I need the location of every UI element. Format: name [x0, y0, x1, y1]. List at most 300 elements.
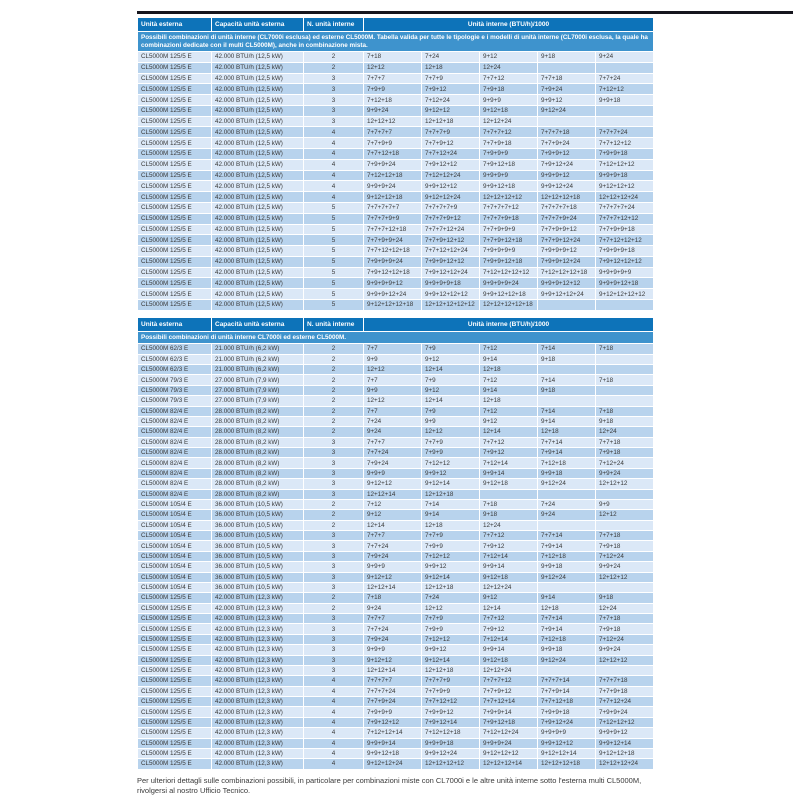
combo-cell: [538, 365, 596, 375]
combo-cell: 7+12+12+18: [364, 170, 422, 181]
combo-cell: 7+7+12: [480, 531, 538, 541]
n-units-cell: 3: [304, 73, 364, 84]
external-unit-cell: CL5000M 125/5 E: [138, 748, 212, 758]
table-row: [138, 634, 654, 644]
external-unit-cell: CL5000M 82/4 E: [138, 479, 212, 489]
external-unit-cell: CL5000M 82/4 E: [138, 489, 212, 499]
combo-cell: 9+9: [364, 385, 422, 395]
combo-cell: 12+12+12+12: [480, 192, 538, 203]
combo-cell: 7+7+12: [480, 614, 538, 624]
combo-cell: 7+7+9+9+9: [480, 224, 538, 235]
combo-cell: 7+7+9+12+18: [480, 235, 538, 246]
combo-cell: 9+12+18: [480, 479, 538, 489]
combo-cell: 7+9+12: [422, 84, 480, 95]
capacity-cell: 42.000 BTU/h (12,3 kW): [212, 614, 304, 624]
combo-cell: [538, 299, 596, 310]
combo-cell: 9+9+9+24: [364, 181, 422, 192]
combo-cell: 7+7+7: [364, 437, 422, 447]
combinations-table-1: [137, 17, 654, 311]
combo-cell: 12+12+14: [364, 665, 422, 675]
n-units-cell: 3: [304, 437, 364, 447]
combo-cell: 7+7+24: [364, 541, 422, 551]
combo-cell: 7+14: [538, 406, 596, 416]
n-units-cell: 2: [304, 396, 364, 406]
combo-cell: 7+7+12+12+18: [364, 246, 422, 257]
capacity-cell: 36.000 BTU/h (10,5 kW): [212, 551, 304, 561]
table-row: [138, 73, 654, 84]
combo-cell: 7+12+18: [538, 458, 596, 468]
combo-cell: 9+9+12+24: [538, 181, 596, 192]
combo-cell: 7+7+7+7+7: [364, 202, 422, 213]
n-units-cell: 3: [304, 572, 364, 582]
external-unit-cell: CL5000M 125/5 E: [138, 213, 212, 224]
combo-cell: 7+7+7+12: [480, 676, 538, 686]
combo-cell: 7+7+7+9+24: [538, 213, 596, 224]
combo-cell: 9+14: [538, 416, 596, 426]
combo-cell: 7+14: [538, 375, 596, 385]
combo-cell: 7+9+12+24: [538, 717, 596, 727]
combo-cell: 12+12+12: [596, 655, 654, 665]
external-unit-cell: CL5000M 125/5 E: [138, 170, 212, 181]
table-row: [138, 531, 654, 541]
table-row: [138, 697, 654, 707]
combo-cell: 7+12+12: [422, 551, 480, 561]
table-row: [138, 181, 654, 192]
capacity-cell: 42.000 BTU/h (12,3 kW): [212, 697, 304, 707]
combo-cell: 12+12: [364, 365, 422, 375]
combo-cell: 12+12+18: [422, 582, 480, 592]
combo-cell: 7+18: [596, 344, 654, 354]
combo-cell: 9+12: [422, 354, 480, 364]
capacity-cell: 28.000 BTU/h (8,2 kW): [212, 416, 304, 426]
combo-cell: 7+7+7+7+9: [422, 202, 480, 213]
n-units-cell: 2: [304, 385, 364, 395]
combo-cell: 7+9+12+24: [538, 159, 596, 170]
table-row: [138, 213, 654, 224]
external-unit-cell: CL5000M 82/4 E: [138, 427, 212, 437]
capacity-cell: 36.000 BTU/h (10,5 kW): [212, 520, 304, 530]
combo-cell: 9+12: [422, 385, 480, 395]
capacity-cell: 42.000 BTU/h (12,5 kW): [212, 73, 304, 84]
combo-cell: 12+12+12+18: [538, 759, 596, 769]
combo-cell: 7+9+18: [480, 84, 538, 95]
combo-cell: 7+7+7+12+18: [364, 224, 422, 235]
capacity-cell: 42.000 BTU/h (12,5 kW): [212, 278, 304, 289]
n-units-cell: 2: [304, 416, 364, 426]
combo-cell: 7+7+12+24: [422, 149, 480, 160]
combo-cell: 9+9+18: [538, 645, 596, 655]
combo-cell: 7+7+7+9: [422, 127, 480, 138]
combo-cell: [538, 665, 596, 675]
capacity-cell: 42.000 BTU/h (12,5 kW): [212, 256, 304, 267]
capacity-cell: 42.000 BTU/h (12,3 kW): [212, 707, 304, 717]
table-row: [138, 686, 654, 696]
capacity-cell: 42.000 BTU/h (12,5 kW): [212, 235, 304, 246]
capacity-cell: 42.000 BTU/h (12,3 kW): [212, 655, 304, 665]
external-unit-cell: CL5000M 125/5 E: [138, 138, 212, 149]
combo-cell: 12+12+12+12+12: [422, 299, 480, 310]
combo-cell: 7+7+14: [538, 531, 596, 541]
combo-cell: 9+9+12+14: [596, 738, 654, 748]
external-unit-cell: CL5000M 125/5 E: [138, 697, 212, 707]
combo-cell: 7+12+24: [596, 634, 654, 644]
table-row: [138, 448, 654, 458]
combo-cell: 7+7+18: [538, 73, 596, 84]
combo-cell: 12+12+12+24: [596, 192, 654, 203]
capacity-cell: 42.000 BTU/h (12,5 kW): [212, 95, 304, 106]
combo-cell: 7+9+18: [596, 624, 654, 634]
external-unit-cell: CL5000M 125/5 E: [138, 634, 212, 644]
n-units-cell: 2: [304, 62, 364, 73]
capacity-cell: 42.000 BTU/h (12,5 kW): [212, 299, 304, 310]
combo-cell: 9+9+12+18: [480, 181, 538, 192]
capacity-cell: 28.000 BTU/h (8,2 kW): [212, 437, 304, 447]
external-unit-cell: CL5000M 105/4 E: [138, 510, 212, 520]
combo-cell: 7+7+24: [364, 624, 422, 634]
combo-cell: 7+12+18: [538, 551, 596, 561]
combo-cell: 9+14: [480, 354, 538, 364]
combo-cell: 7+7+24: [364, 448, 422, 458]
combo-cell: 7+7+7+18: [538, 127, 596, 138]
combo-cell: 12+12+14: [364, 489, 422, 499]
table-row: [138, 192, 654, 203]
capacity-cell: 28.000 BTU/h (8,2 kW): [212, 458, 304, 468]
combo-cell: 7+7+7+14: [538, 676, 596, 686]
combo-cell: 9+9+9+18: [422, 738, 480, 748]
combo-cell: [538, 489, 596, 499]
combo-cell: 9+12: [480, 593, 538, 603]
combo-cell: 7+24: [364, 416, 422, 426]
external-unit-cell: CL5000M 125/5 E: [138, 127, 212, 138]
combo-cell: 9+12: [364, 510, 422, 520]
combo-cell: 7+9+12+12: [364, 717, 422, 727]
combo-cell: 12+12+12+12+18: [480, 299, 538, 310]
table-row: [138, 655, 654, 665]
n-units-cell: 2: [304, 344, 364, 354]
combo-cell: [596, 396, 654, 406]
combo-cell: 7+7+18: [596, 437, 654, 447]
combo-cell: 9+9: [422, 416, 480, 426]
combo-cell: 7+7+7+9: [422, 676, 480, 686]
external-unit-cell: CL5000M 125/5 E: [138, 202, 212, 213]
combo-cell: [596, 489, 654, 499]
capacity-cell: 42.000 BTU/h (12,3 kW): [212, 738, 304, 748]
capacity-cell: 36.000 BTU/h (10,5 kW): [212, 510, 304, 520]
external-unit-cell: CL5000M 125/5 E: [138, 289, 212, 300]
external-unit-cell: CL5000M 125/5 E: [138, 686, 212, 696]
table-row: [138, 510, 654, 520]
capacity-cell: 42.000 BTU/h (12,5 kW): [212, 62, 304, 73]
combo-cell: 9+9+24: [596, 468, 654, 478]
table-row: [138, 149, 654, 160]
combo-cell: 12+24: [596, 603, 654, 613]
capacity-cell: 28.000 BTU/h (8,2 kW): [212, 468, 304, 478]
n-units-cell: 3: [304, 468, 364, 478]
combo-cell: 12+12+24: [480, 665, 538, 675]
combo-cell: 7+7+9+18: [480, 138, 538, 149]
external-unit-cell: CL5000M 125/5 E: [138, 278, 212, 289]
capacity-cell: 42.000 BTU/h (12,5 kW): [212, 149, 304, 160]
combo-cell: 9+12+14: [422, 572, 480, 582]
combo-cell: 7+9+9+9+9: [480, 246, 538, 257]
combo-cell: 9+9+9+12+12: [538, 278, 596, 289]
external-unit-cell: CL5000M 125/5 E: [138, 256, 212, 267]
external-unit-cell: CL5000M 125/5 E: [138, 707, 212, 717]
combo-cell: 12+12: [422, 603, 480, 613]
combo-cell: 12+12+12: [596, 572, 654, 582]
combo-cell: 7+9+9: [422, 448, 480, 458]
combo-cell: 7+7+7+7+24: [596, 202, 654, 213]
table-row: [138, 676, 654, 686]
capacity-cell: 28.000 BTU/h (8,2 kW): [212, 427, 304, 437]
combo-cell: 7+9+18: [596, 448, 654, 458]
capacity-cell: 36.000 BTU/h (10,5 kW): [212, 531, 304, 541]
combo-cell: [596, 385, 654, 395]
combo-cell: 9+9+9+9+12: [364, 278, 422, 289]
external-unit-cell: CL5000M 105/4 E: [138, 582, 212, 592]
combo-cell: 9+12+18: [480, 655, 538, 665]
combo-cell: 9+9+12+12: [422, 181, 480, 192]
capacity-cell: 28.000 BTU/h (8,2 kW): [212, 406, 304, 416]
combo-cell: 7+9+9+12+12: [422, 256, 480, 267]
combinations-table-2: [137, 317, 654, 770]
combo-cell: 9+9+12+12+18: [480, 289, 538, 300]
combo-cell: 7+9+9+24: [596, 707, 654, 717]
combo-cell: 7+7+7+12: [480, 127, 538, 138]
combo-cell: 9+12: [480, 416, 538, 426]
combo-cell: 7+12+12+12: [596, 717, 654, 727]
capacity-cell: 42.000 BTU/h (12,5 kW): [212, 289, 304, 300]
combo-cell: 7+7+9+9+12: [538, 224, 596, 235]
combo-cell: 9+12+12+12: [596, 181, 654, 192]
n-units-cell: 4: [304, 170, 364, 181]
capacity-cell: 42.000 BTU/h (12,3 kW): [212, 748, 304, 758]
capacity-cell: 42.000 BTU/h (12,3 kW): [212, 686, 304, 696]
capacity-cell: 42.000 BTU/h (12,3 kW): [212, 759, 304, 769]
external-unit-cell: CL5000M 125/5 E: [138, 593, 212, 603]
table-row: [138, 479, 654, 489]
combo-cell: 12+12+24: [480, 116, 538, 127]
table-row: [138, 95, 654, 106]
external-unit-cell: CL5000M 125/5 E: [138, 267, 212, 278]
table-row: [138, 759, 654, 769]
combo-cell: 7+18: [596, 406, 654, 416]
combo-cell: 7+9+9+9+24: [364, 256, 422, 267]
combo-cell: 12+12+12: [364, 116, 422, 127]
n-units-cell: 3: [304, 105, 364, 116]
column-header-external-unit: Unità esterna: [138, 18, 212, 32]
n-units-cell: 5: [304, 202, 364, 213]
external-unit-cell: CL5000M 79/3 E: [138, 385, 212, 395]
combo-cell: 9+12+12: [364, 572, 422, 582]
combo-cell: 9+9+9+9+9: [596, 267, 654, 278]
table-row: [138, 489, 654, 499]
combo-cell: 12+12: [596, 510, 654, 520]
combo-cell: 9+12+12+12+18: [364, 299, 422, 310]
combo-cell: 7+9+9: [422, 541, 480, 551]
combo-cell: 9+14: [480, 385, 538, 395]
combo-cell: 9+12+14: [422, 655, 480, 665]
external-unit-cell: CL5000M 125/5 E: [138, 728, 212, 738]
combo-cell: 7+7+7+9+18: [480, 213, 538, 224]
combo-cell: 9+9+9+12: [596, 728, 654, 738]
n-units-cell: 4: [304, 717, 364, 727]
combo-cell: 7+7+7+7+12: [480, 202, 538, 213]
n-units-cell: 2: [304, 406, 364, 416]
column-header-n-units: N. unità interne: [304, 18, 364, 32]
combo-cell: 7+9+9+9+12: [538, 246, 596, 257]
table-row: [138, 354, 654, 364]
external-unit-cell: CL5000M 105/4 E: [138, 562, 212, 572]
combo-cell: 7+7+7: [364, 531, 422, 541]
capacity-cell: 42.000 BTU/h (12,3 kW): [212, 645, 304, 655]
n-units-cell: 4: [304, 686, 364, 696]
combo-cell: 9+9+9+12: [538, 170, 596, 181]
combo-cell: 7+7+7+9+12: [422, 213, 480, 224]
n-units-cell: 2: [304, 375, 364, 385]
capacity-cell: 42.000 BTU/h (12,5 kW): [212, 105, 304, 116]
note-text: Possibili combinazioni di unità interne (CL7000i esclusa) ed esterne CL5000M. Tabella valida per tutte le tipologie e i modelli di unità interne (CL7000i esclusa, la quale ha combinazioni dedicate con il multi CL5000M), anche in combinazione mista.: [138, 32, 654, 52]
capacity-cell: 21.000 BTU/h (6,2 kW): [212, 344, 304, 354]
combo-cell: 7+9+9+12: [422, 707, 480, 717]
external-unit-cell: CL5000M 79/3 E: [138, 396, 212, 406]
table-row: [138, 138, 654, 149]
combo-cell: 9+14: [538, 593, 596, 603]
table-2-host: [137, 317, 653, 770]
capacity-cell: 42.000 BTU/h (12,3 kW): [212, 728, 304, 738]
table-row: [138, 645, 654, 655]
n-units-cell: 3: [304, 479, 364, 489]
combo-cell: 12+12: [364, 396, 422, 406]
combo-cell: 7+9+24: [364, 458, 422, 468]
n-units-cell: 5: [304, 246, 364, 257]
combo-cell: 7+12: [364, 499, 422, 509]
combo-cell: 7+14: [422, 499, 480, 509]
external-unit-cell: CL5000M 105/4 E: [138, 541, 212, 551]
combo-cell: 9+12+24: [538, 479, 596, 489]
combo-cell: 9+9+9: [364, 645, 422, 655]
header-row: [138, 18, 654, 32]
n-units-cell: 2: [304, 354, 364, 364]
n-units-cell: 3: [304, 655, 364, 665]
combo-cell: 7+9+12: [480, 541, 538, 551]
combo-cell: 12+12+12+24: [596, 759, 654, 769]
combo-cell: 7+9+9+14: [480, 707, 538, 717]
combo-cell: 7+7+9: [422, 531, 480, 541]
table-row: [138, 246, 654, 257]
combo-cell: 9+9+9+24: [480, 738, 538, 748]
capacity-cell: 21.000 BTU/h (6,2 kW): [212, 354, 304, 364]
combo-cell: 7+7+7+7: [364, 127, 422, 138]
combo-cell: 12+18: [538, 427, 596, 437]
external-unit-cell: CL5000M 125/5 E: [138, 624, 212, 634]
table-row: [138, 365, 654, 375]
combo-cell: 9+12+12+18: [364, 192, 422, 203]
combo-cell: 9+9+24: [596, 562, 654, 572]
capacity-cell: 36.000 BTU/h (10,5 kW): [212, 582, 304, 592]
table-1-host: [137, 17, 653, 311]
external-unit-cell: CL5000M 82/4 E: [138, 448, 212, 458]
n-units-cell: 3: [304, 458, 364, 468]
combo-cell: 7+7+18: [596, 531, 654, 541]
combo-cell: 12+18: [480, 365, 538, 375]
n-units-cell: 4: [304, 181, 364, 192]
combo-cell: [596, 62, 654, 73]
n-units-cell: 5: [304, 267, 364, 278]
external-unit-cell: CL5000M 125/5 E: [138, 676, 212, 686]
combo-cell: 12+18: [480, 396, 538, 406]
combo-cell: 9+12+12+12+12: [596, 289, 654, 300]
combo-cell: 7+7+7+24: [364, 686, 422, 696]
table-row: [138, 116, 654, 127]
combo-cell: 9+9+12+12+24: [538, 289, 596, 300]
combo-cell: 9+9+9+12+18: [596, 278, 654, 289]
combo-cell: 9+12+18: [480, 105, 538, 116]
table-row: [138, 541, 654, 551]
combo-cell: [538, 116, 596, 127]
combo-cell: [596, 299, 654, 310]
combo-cell: 7+7+12+14: [480, 697, 538, 707]
table-row: [138, 256, 654, 267]
combo-cell: 7+9+14: [538, 448, 596, 458]
combo-cell: 12+12+18: [422, 665, 480, 675]
table-row: [138, 278, 654, 289]
n-units-cell: 2: [304, 593, 364, 603]
combo-cell: 9+9+9+9: [538, 728, 596, 738]
combo-cell: 7+9+12+12: [422, 159, 480, 170]
combo-cell: 7+9+24: [364, 551, 422, 561]
table-row: [138, 624, 654, 634]
n-units-cell: 3: [304, 116, 364, 127]
combo-cell: [596, 520, 654, 530]
combo-cell: 7+7: [364, 375, 422, 385]
combo-cell: 7+9: [422, 406, 480, 416]
combo-cell: 7+12+14: [480, 634, 538, 644]
combo-cell: 7+12+12: [422, 634, 480, 644]
combo-cell: [538, 396, 596, 406]
combo-cell: 7+12+14: [480, 551, 538, 561]
table-row: [138, 84, 654, 95]
combo-cell: 9+9+14: [480, 562, 538, 572]
combo-cell: 12+12: [364, 62, 422, 73]
combo-cell: 9+9+9+12+24: [364, 289, 422, 300]
n-units-cell: 3: [304, 624, 364, 634]
combo-cell: 9+12+24: [538, 105, 596, 116]
combo-cell: 12+12: [422, 427, 480, 437]
combo-cell: 9+9+24: [364, 105, 422, 116]
table-row: [138, 499, 654, 509]
table-row: [138, 344, 654, 354]
capacity-cell: 27.000 BTU/h (7,9 kW): [212, 396, 304, 406]
combo-cell: 12+18: [538, 603, 596, 613]
combo-cell: [480, 489, 538, 499]
combo-cell: 7+7+9: [422, 614, 480, 624]
table-row: [138, 520, 654, 530]
top-border-line: [137, 11, 793, 14]
capacity-cell: 42.000 BTU/h (12,5 kW): [212, 213, 304, 224]
combo-cell: 7+12+12+12+12: [480, 267, 538, 278]
combo-cell: 7+7+7+24: [596, 127, 654, 138]
combo-cell: 12+14: [422, 396, 480, 406]
combo-cell: 9+9: [596, 499, 654, 509]
capacity-cell: 42.000 BTU/h (12,5 kW): [212, 116, 304, 127]
combo-cell: 7+7+12: [480, 437, 538, 447]
combo-cell: 7+7+12+18: [364, 149, 422, 160]
table-row: [138, 235, 654, 246]
combo-cell: 7+9+9+12+18: [480, 256, 538, 267]
n-units-cell: 5: [304, 299, 364, 310]
combo-cell: 7+12: [480, 344, 538, 354]
